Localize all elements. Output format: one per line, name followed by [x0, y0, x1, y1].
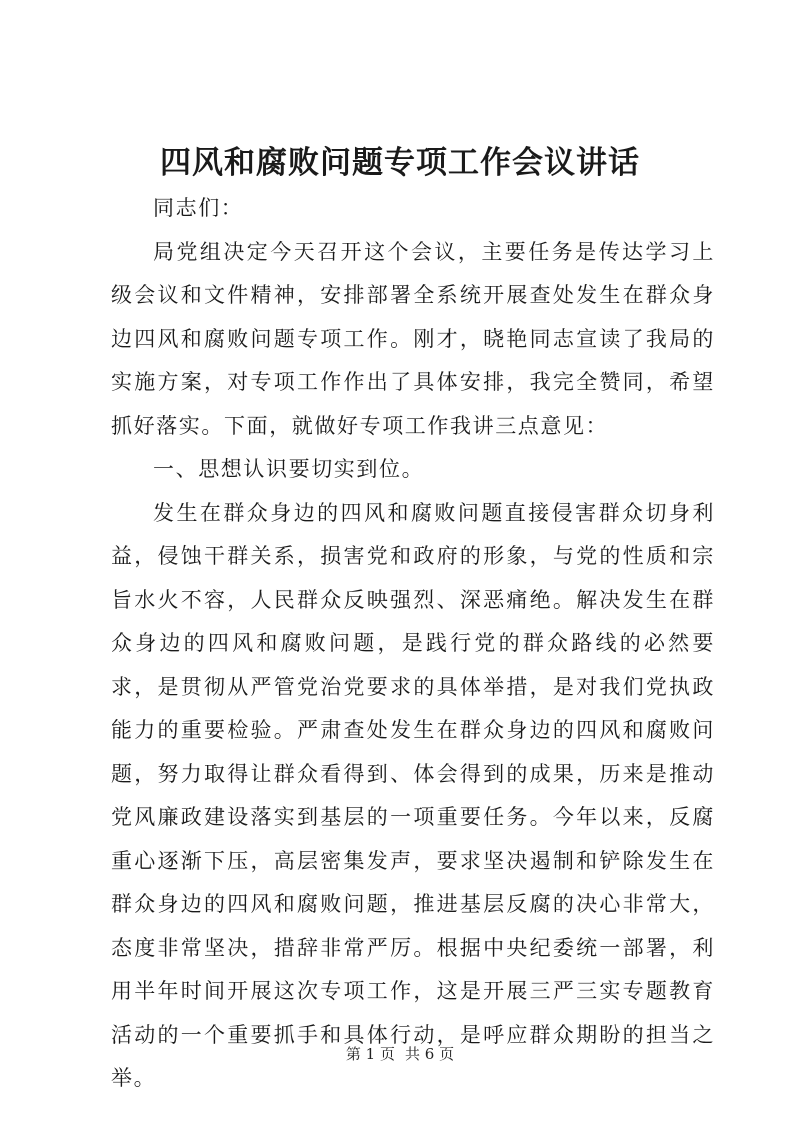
- page-number: 第 1 页: [345, 1045, 395, 1063]
- salutation-paragraph: 同志们：: [153, 196, 244, 220]
- intro-paragraph: 局党组决定今天召开这个会议，主要任务是传达学习上级会议和文件精神，安排部署全系统开展查处发生在群众身边四风和腐败问题专项工作。刚才，晓艳同志宣读了我局的实施方案，对专项工作作出了具体安排，我完全赞同，希望抓好落实。下面，就做好专项工作我讲三点意见：: [111, 239, 715, 438]
- document-body: [111, 187, 715, 1101]
- section-heading: 一、思想认识要切实到位。: [153, 457, 425, 481]
- page-total: 共 6 页: [405, 1045, 455, 1063]
- body-paragraph: 发生在群众身边的四风和腐败问题直接侵害群众切身利益，侵蚀干群关系，损害党和政府的形象，与党的性质和宗旨水火不容，人民群众反映强烈、深恶痛绝。解决发生在群众身边的四风和腐败问题，是践行党的群众路线的必然要求，是贯彻从严管党治党要求的具体举措，是对我们党执政能力的重要检验。严肃查处发生在群众身边的四风和腐败问题，努力取得让群众看得到、体会得到的成果，历来是推动党风廉政建设落实到基层的一项重要任务。今年以来，反腐重心逐渐下压，高层密集发声，要求坚决遏制和铲除发生在群众身边的四风和腐败问题，推进基层反腐的决心非常大，态度非常坚决，措辞非常严厉。根据中央纪委统一部署，利用半年时间开展这次专项工作，这是开展三严三实专题教育活动的一个重要抓手和具体行动，是呼应群众期盼的担当之举。: [111, 500, 715, 1090]
- document-title: 四风和腐败问题专项工作会议讲话: [160, 145, 640, 181]
- page-footer: [0, 1043, 800, 1065]
